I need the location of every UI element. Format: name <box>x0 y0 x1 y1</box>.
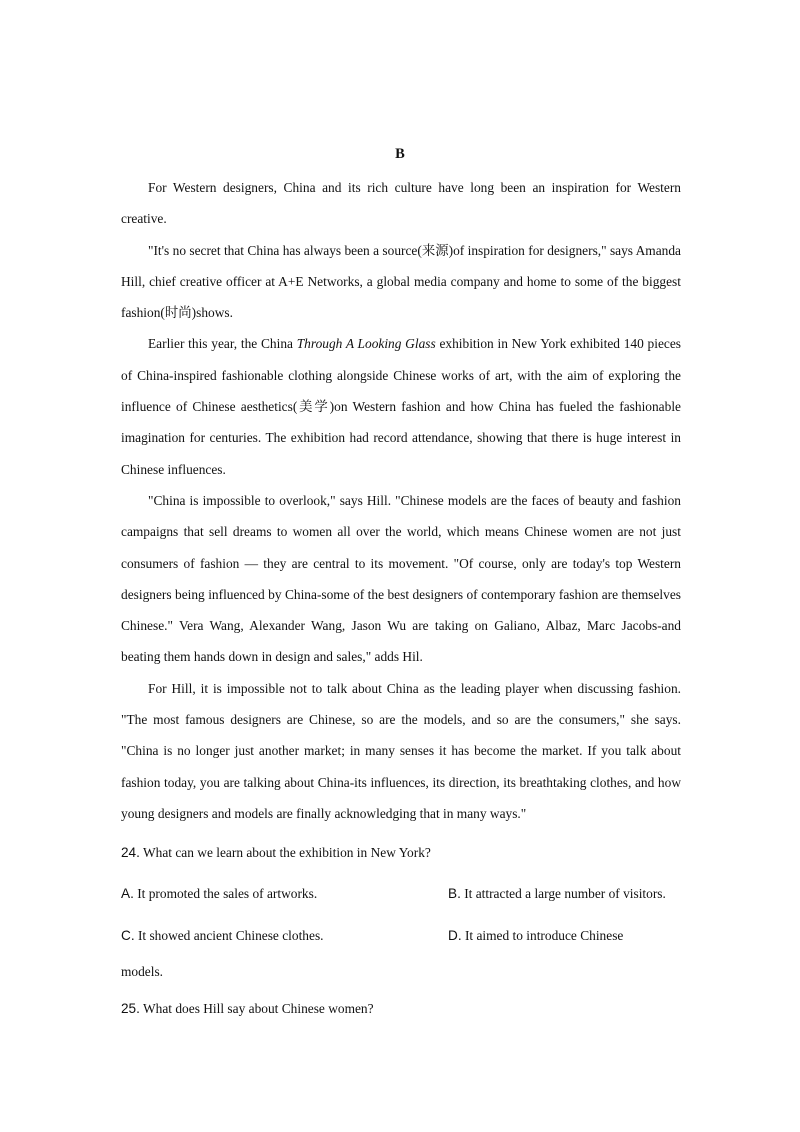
option-a[interactable] <box>121 886 317 902</box>
section-title: B <box>395 146 405 162</box>
question-24 <box>121 845 691 861</box>
paragraph-3-start: Earlier this year, the China <box>148 336 297 352</box>
question-number: 25. <box>121 1001 140 1016</box>
question-number: 24. <box>121 845 140 860</box>
question-text: What can we learn about the exhibition in New York? <box>139 845 431 860</box>
option-text: It showed ancient Chinese clothes. <box>134 928 324 943</box>
option-b[interactable] <box>448 886 666 902</box>
reading-passage <box>121 172 681 829</box>
option-d-continuation: models. <box>121 964 164 979</box>
option-letter: C. <box>121 928 135 943</box>
option-c[interactable] <box>121 928 324 944</box>
paragraph-1: For Western designers, China and its rich culture have long been an inspiration for Western creative. <box>121 180 681 227</box>
paragraph-3-end: exhibition in New York exhibited 140 pieces of China-inspired fashionable clothing alongside Chinese works of art, with the aim of exploring the influence of Chinese aesthetics(美学)on Western fashion and how China has fueled the fashionable imagination for centuries. The exhibition had record attendance, showing that there is huge interest in Chinese influences. <box>121 336 681 477</box>
option-text: It aimed to introduce Chinese <box>461 928 624 943</box>
exhibition-title: Through A Looking Glass <box>296 336 436 352</box>
option-letter: D. <box>448 928 462 943</box>
option-text: It promoted the sales of artworks. <box>133 886 318 901</box>
paragraph-2: "It's no secret that China has always been a source(来源)of inspiration for designers," says Amanda Hill, chief creative officer at A+E Networks, a global media company and home to some of the biggest fashion(时尚)shows. <box>121 242 681 321</box>
option-d[interactable] <box>448 928 623 944</box>
paragraph-4: "China is impossible to overlook," says Hill. "Chinese models are the faces of beauty and fashion campaigns that sell dreams to women all over the world, which means Chinese women are not just consumers of fashion — they are central to its movement. "Of course, only are today's top Western designers being influenced by China-some of the best designers of contemporary fashion are themselves Chinese." Vera Wang, Alexander Wang, Jason Wu are taking on Galiano, Albaz, Marc Jacobs-and beating them hands down in design and sales," adds Hil. <box>121 492 681 665</box>
question-text: What does Hill say about Chinese women? <box>139 1001 374 1016</box>
option-letter: A. <box>121 886 134 901</box>
option-letter: B. <box>448 886 461 901</box>
paragraph-3 <box>121 328 681 484</box>
question-25 <box>121 1001 691 1017</box>
paragraph-5: For Hill, it is impossible not to talk about China as the leading player when discussing fashion. "The most famous designers are Chinese, so are the models, and so are the consumers," she says. "China is no longer just another market; in many senses it has become the market. If you talk about fashion today, you are talking about China-its influences, its direction, its breathtaking clothes, and how young designers and models are finally acknowledging that in many ways." <box>121 680 681 821</box>
option-text: It attracted a large number of visitors. <box>460 886 666 901</box>
